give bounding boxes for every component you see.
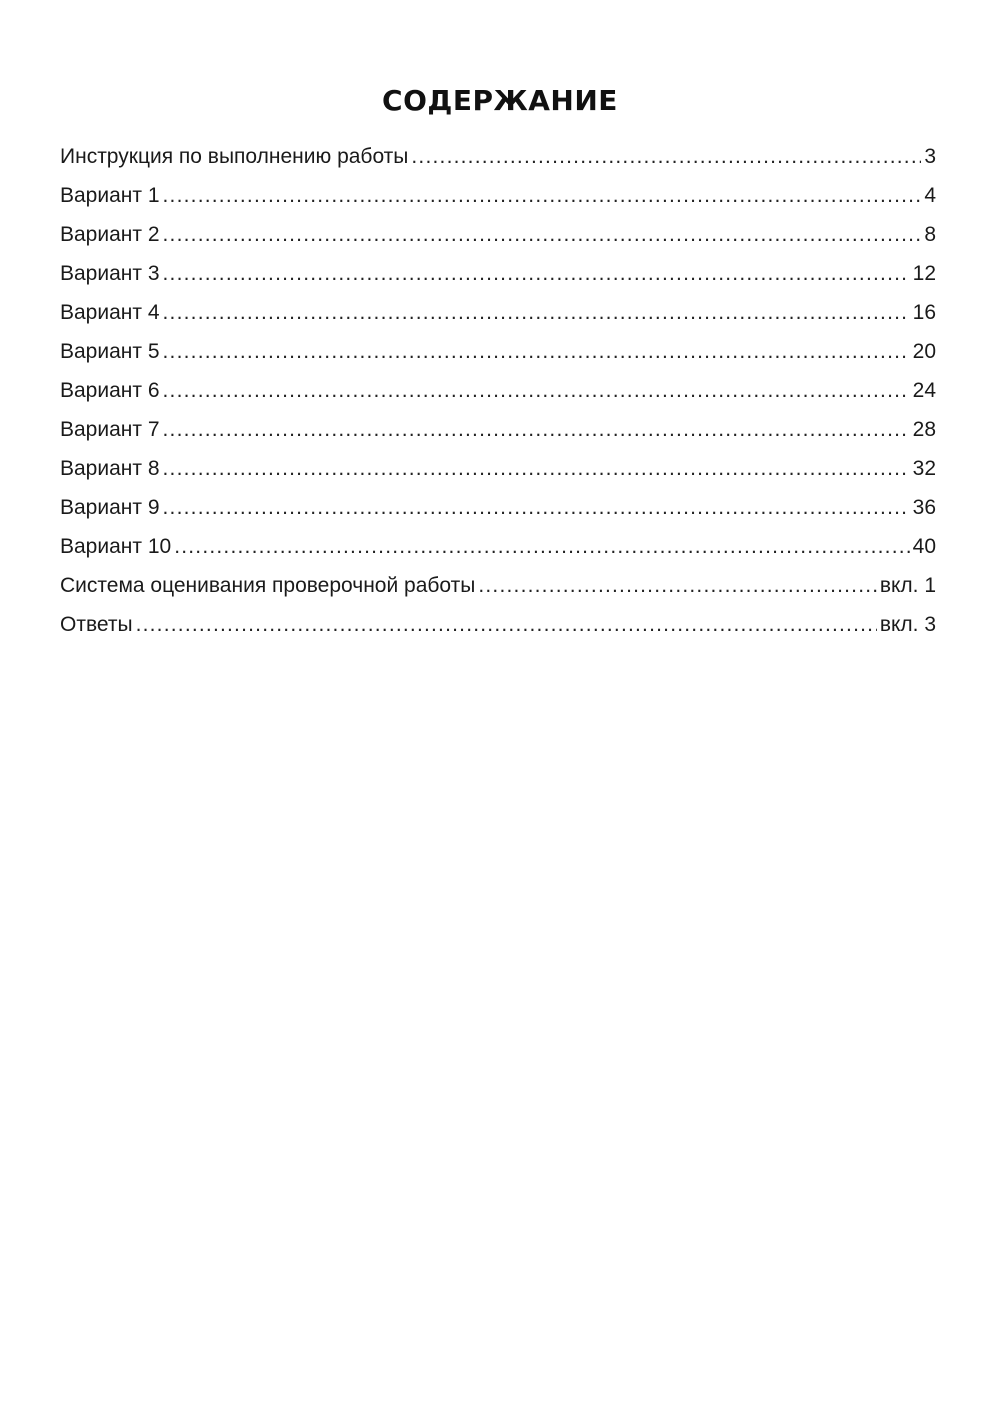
toc-leader-dots	[136, 605, 877, 644]
toc-entry-page: 20	[912, 340, 936, 363]
toc-entry-label: Вариант 1	[60, 184, 160, 207]
toc-entry-answers[interactable]	[60, 605, 936, 644]
toc-entry-page: 36	[912, 496, 936, 519]
toc-leader-dots	[163, 488, 910, 527]
toc-entry-label: Вариант 4	[60, 301, 160, 324]
toc-leader-dots	[163, 332, 910, 371]
toc-entry-variant-2[interactable]	[60, 215, 936, 254]
toc-entry-label: Инструкция по выполнению работы	[60, 145, 409, 168]
toc-entry-label: Вариант 10	[60, 535, 172, 558]
toc-entry-instructions[interactable]	[60, 137, 936, 176]
toc-entry-label: Вариант 7	[60, 418, 160, 441]
toc-entry-label: Вариант 6	[60, 379, 160, 402]
toc-entry-label: Вариант 8	[60, 457, 160, 480]
toc-entry-label: Система оценивания проверочной работы	[60, 574, 476, 597]
toc-entry-page: вкл. 3	[879, 613, 936, 636]
toc-entry-label: Вариант 9	[60, 496, 160, 519]
toc-leader-dots	[411, 137, 921, 176]
toc-entry-label: Вариант 3	[60, 262, 160, 285]
toc-leader-dots	[163, 215, 922, 254]
toc-entry-variant-3[interactable]	[60, 254, 936, 293]
toc-entry-variant-6[interactable]	[60, 371, 936, 410]
table-of-contents	[60, 137, 936, 644]
toc-entry-page: вкл. 1	[879, 574, 936, 597]
toc-entry-page: 32	[912, 457, 936, 480]
toc-entry-page: 8	[924, 223, 936, 246]
page-title: СОДЕРЖАНИЕ	[382, 84, 618, 117]
toc-entry-page: 3	[924, 145, 936, 168]
toc-leader-dots	[163, 371, 910, 410]
toc-entry-label: Вариант 2	[60, 223, 160, 246]
toc-leader-dots	[163, 410, 910, 449]
toc-leader-dots	[163, 449, 910, 488]
toc-entry-variant-4[interactable]	[60, 293, 936, 332]
toc-leader-dots	[163, 176, 922, 215]
toc-entry-page: 40	[912, 535, 936, 558]
toc-entry-label: Ответы	[60, 613, 133, 636]
toc-entry-page: 16	[912, 301, 936, 324]
toc-entry-grading-system[interactable]	[60, 566, 936, 605]
toc-leader-dots	[174, 527, 909, 566]
toc-entry-page: 4	[924, 184, 936, 207]
toc-leader-dots	[163, 254, 910, 293]
toc-entry-variant-9[interactable]	[60, 488, 936, 527]
toc-entry-page: 12	[912, 262, 936, 285]
toc-leader-dots	[478, 566, 876, 605]
toc-entry-variant-5[interactable]	[60, 332, 936, 371]
toc-entry-page: 28	[912, 418, 936, 441]
toc-entry-label: Вариант 5	[60, 340, 160, 363]
toc-entry-page: 24	[912, 379, 936, 402]
toc-leader-dots	[163, 293, 910, 332]
toc-entry-variant-1[interactable]	[60, 176, 936, 215]
toc-entry-variant-10[interactable]	[60, 527, 936, 566]
toc-entry-variant-8[interactable]	[60, 449, 936, 488]
toc-entry-variant-7[interactable]	[60, 410, 936, 449]
